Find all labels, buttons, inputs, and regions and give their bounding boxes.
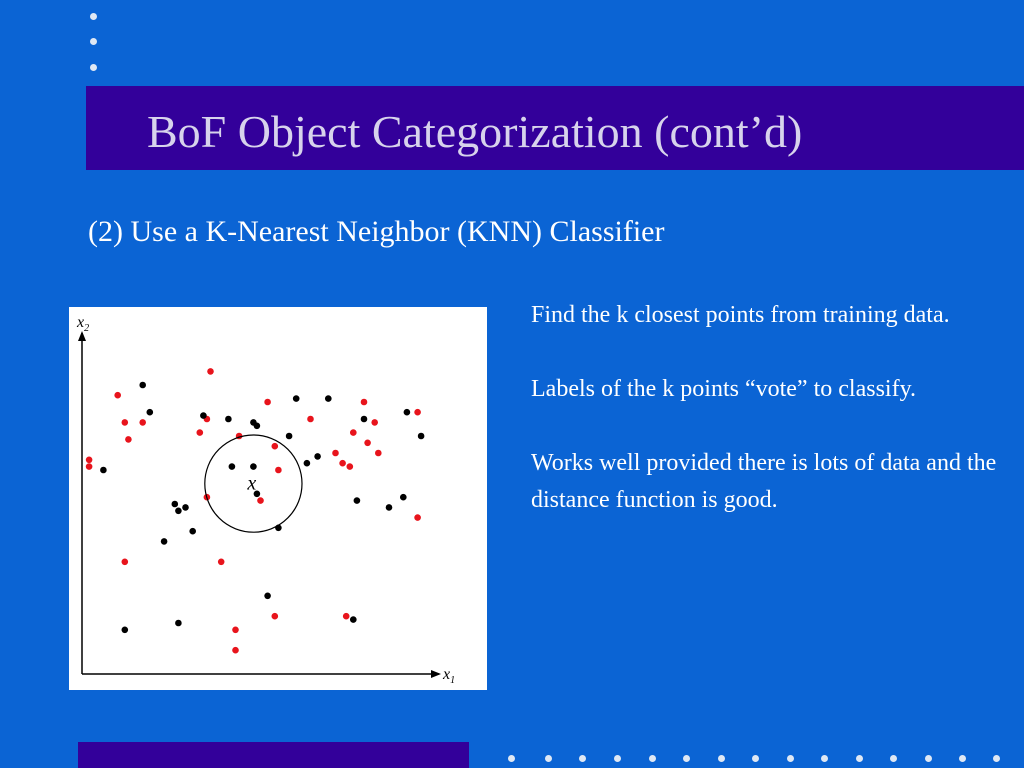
data-point [232, 647, 239, 654]
data-point [161, 538, 168, 545]
data-point [139, 419, 146, 426]
data-point [350, 616, 357, 623]
decor-dot [821, 755, 828, 762]
data-point [293, 395, 300, 402]
decor-dot [718, 755, 725, 762]
decor-dot [787, 755, 794, 762]
data-point [347, 463, 354, 470]
decor-dot [614, 755, 621, 762]
footer-bar [78, 742, 469, 768]
decor-dot [579, 755, 586, 762]
decor-dot [545, 755, 552, 762]
decor-dot [90, 13, 97, 20]
knn-figure [69, 307, 487, 690]
data-point [122, 419, 129, 426]
data-point [175, 620, 182, 627]
x-axis-label: $x_1$ [443, 666, 456, 686]
data-point [122, 627, 129, 634]
data-point [100, 467, 107, 474]
data-point [364, 440, 371, 447]
data-point [147, 409, 154, 416]
bullet-item: Works well provided there is lots of data and the distance function is good. [531, 450, 997, 513]
data-point [286, 433, 293, 440]
decor-dot [508, 755, 515, 762]
decor-dot [890, 755, 897, 762]
data-point [86, 457, 93, 464]
data-point [207, 368, 214, 375]
data-point [343, 613, 350, 620]
query-point-label: x [247, 472, 257, 495]
data-point [125, 436, 132, 443]
decor-dot [90, 64, 97, 71]
data-point [229, 463, 236, 470]
data-point [114, 392, 121, 399]
data-point [189, 528, 196, 535]
decor-dot [90, 38, 97, 45]
data-point [361, 416, 368, 423]
slide-subtitle: (2) Use a K-Nearest Neighbor (KNN) Classifier [88, 215, 665, 248]
decor-dot [752, 755, 759, 762]
data-point [272, 443, 279, 450]
data-point [257, 497, 264, 504]
data-point [175, 508, 182, 515]
data-point [172, 501, 179, 508]
data-point [314, 453, 321, 460]
data-point [264, 399, 271, 406]
data-point [139, 382, 146, 389]
data-point [304, 460, 311, 467]
data-point [122, 559, 129, 566]
bullet-list [531, 297, 1001, 556]
data-point [400, 494, 407, 501]
data-point [307, 416, 314, 423]
data-point [254, 423, 261, 430]
decor-dot [856, 755, 863, 762]
data-point [275, 467, 282, 474]
data-point [386, 504, 393, 511]
decor-dot [683, 755, 690, 762]
data-point [264, 593, 271, 600]
data-point [350, 429, 357, 436]
data-point [414, 409, 421, 416]
data-point [332, 450, 339, 457]
data-point [325, 395, 332, 402]
knn-scatter-plot [69, 307, 487, 690]
decor-dot [925, 755, 932, 762]
data-point [182, 504, 189, 511]
decor-dot [649, 755, 656, 762]
bullet-item: Labels of the k points “vote” to classify. [531, 376, 917, 402]
slide-title: BoF Object Categorization (cont’d) [147, 106, 803, 157]
data-point [418, 433, 425, 440]
data-point [250, 463, 257, 470]
decor-dot [959, 755, 966, 762]
data-point [272, 613, 279, 620]
data-point [200, 412, 207, 419]
data-point [232, 627, 239, 634]
data-point [354, 497, 361, 504]
decor-dot [993, 755, 1000, 762]
data-point [414, 514, 421, 521]
y-axis-label: $x_2$ [77, 314, 90, 334]
bullet-item: Find the k closest points from training data. [531, 302, 950, 328]
data-point [218, 559, 225, 566]
points-layer [86, 368, 425, 653]
data-point [197, 429, 204, 436]
data-point [371, 419, 378, 426]
data-point [86, 463, 93, 470]
data-point [225, 416, 232, 423]
data-point [375, 450, 382, 457]
data-point [339, 460, 346, 467]
data-point [361, 399, 368, 406]
data-point [404, 409, 411, 416]
